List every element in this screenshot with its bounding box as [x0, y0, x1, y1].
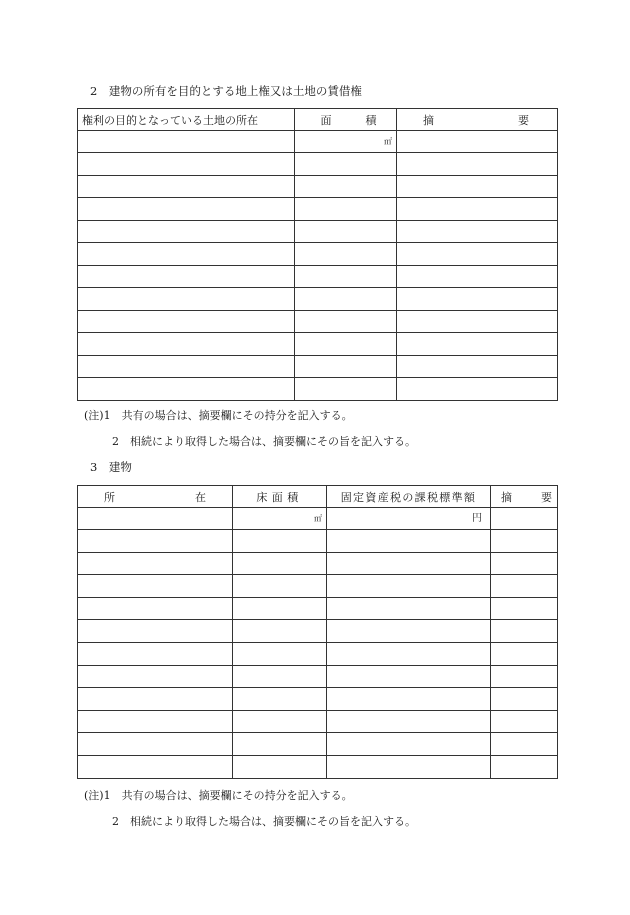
square-meter-unit: ㎡ — [314, 513, 322, 523]
table-row — [78, 620, 558, 643]
building-location-cell[interactable] — [78, 508, 233, 530]
table-row — [78, 733, 558, 756]
table-row — [78, 530, 558, 553]
building-location-cell[interactable] — [78, 620, 233, 643]
header-tax-value: 固定資産税の課税標準額 — [327, 486, 491, 508]
table-row — [78, 755, 558, 778]
section-3-heading: 3 建物 — [90, 460, 132, 474]
land-location-cell[interactable] — [78, 378, 295, 401]
remarks-cell[interactable] — [491, 733, 558, 756]
table-row — [78, 710, 558, 733]
table-row — [78, 198, 558, 221]
remarks-cell[interactable] — [397, 243, 558, 266]
floor-area-cell[interactable] — [233, 508, 327, 530]
header-building-location: 所 在 — [78, 486, 233, 508]
remarks-cell[interactable] — [397, 131, 558, 153]
remarks-cell[interactable] — [491, 620, 558, 643]
floor-area-cell[interactable] — [233, 530, 327, 553]
tax-value-cell[interactable] — [327, 755, 491, 778]
building-location-cell[interactable] — [78, 597, 233, 620]
tax-value-cell[interactable] — [327, 620, 491, 643]
table-row — [78, 552, 558, 575]
area-cell[interactable] — [295, 355, 397, 378]
remarks-cell[interactable] — [397, 355, 558, 378]
building-location-cell[interactable] — [78, 665, 233, 688]
header-land-location: 権利の目的となっている土地の所在 — [78, 109, 295, 131]
remarks-cell[interactable] — [397, 198, 558, 221]
area-cell[interactable] — [295, 220, 397, 243]
land-location-cell[interactable] — [78, 265, 295, 288]
table-header-row — [78, 486, 558, 508]
remarks-cell[interactable] — [491, 665, 558, 688]
table-row — [78, 355, 558, 378]
floor-area-cell[interactable] — [233, 665, 327, 688]
remarks-cell[interactable] — [491, 552, 558, 575]
table-row — [78, 243, 558, 266]
tax-value-cell[interactable] — [327, 597, 491, 620]
section-2-note-2: 2 相続により取得した場合は、摘要欄にその旨を記入する。 — [112, 435, 416, 448]
land-location-cell[interactable] — [78, 243, 295, 266]
building-location-cell[interactable] — [78, 575, 233, 598]
area-cell[interactable] — [295, 288, 397, 311]
section-3-note-2: 2 相続により取得した場合は、摘要欄にその旨を記入する。 — [112, 815, 416, 828]
table-row — [78, 220, 558, 243]
table-row — [78, 175, 558, 198]
section-2-heading: 2 建物の所有を目的とする地上権又は土地の賃借権 — [90, 84, 362, 98]
tax-value-cell[interactable] — [327, 508, 491, 530]
land-location-cell[interactable] — [78, 333, 295, 356]
building-location-cell[interactable] — [78, 733, 233, 756]
remarks-cell[interactable] — [491, 597, 558, 620]
tax-value-cell[interactable] — [327, 688, 491, 711]
area-cell[interactable] — [295, 310, 397, 333]
table-row — [78, 378, 558, 401]
table-row — [78, 688, 558, 711]
building-location-cell[interactable] — [78, 755, 233, 778]
floor-area-cell[interactable] — [233, 733, 327, 756]
remarks-cell[interactable] — [397, 265, 558, 288]
floor-area-cell[interactable] — [233, 575, 327, 598]
table-row — [78, 597, 558, 620]
area-cell[interactable] — [295, 175, 397, 198]
table-row — [78, 131, 558, 153]
header-remarks: 摘 要 — [491, 486, 558, 508]
table-row — [78, 288, 558, 311]
floor-area-cell[interactable] — [233, 642, 327, 665]
building-location-cell[interactable] — [78, 688, 233, 711]
land-rights-table — [77, 108, 558, 401]
section-3-note-1: (注)1 共有の場合は、摘要欄にその持分を記入する。 — [84, 789, 353, 802]
tax-value-cell[interactable] — [327, 642, 491, 665]
area-cell[interactable] — [295, 378, 397, 401]
square-meter-unit: ㎡ — [384, 136, 392, 146]
tax-value-cell[interactable] — [327, 552, 491, 575]
land-location-cell[interactable] — [78, 355, 295, 378]
remarks-cell[interactable] — [397, 288, 558, 311]
area-cell[interactable] — [295, 333, 397, 356]
remarks-cell[interactable] — [491, 688, 558, 711]
area-cell[interactable] — [295, 265, 397, 288]
land-location-cell[interactable] — [78, 131, 295, 153]
remarks-cell[interactable] — [397, 220, 558, 243]
area-cell[interactable] — [295, 198, 397, 221]
building-location-cell[interactable] — [78, 530, 233, 553]
floor-area-cell[interactable] — [233, 620, 327, 643]
area-cell[interactable] — [295, 243, 397, 266]
area-cell[interactable] — [295, 153, 397, 176]
building-location-cell[interactable] — [78, 710, 233, 733]
remarks-cell[interactable] — [491, 530, 558, 553]
floor-area-cell[interactable] — [233, 552, 327, 575]
remarks-cell[interactable] — [397, 310, 558, 333]
land-location-cell[interactable] — [78, 153, 295, 176]
land-location-cell[interactable] — [78, 198, 295, 221]
tax-value-cell[interactable] — [327, 733, 491, 756]
tax-value-cell[interactable] — [327, 665, 491, 688]
header-remarks: 摘 要 — [397, 109, 558, 131]
yen-unit: 円 — [472, 512, 482, 524]
remarks-cell[interactable] — [397, 378, 558, 401]
floor-area-cell[interactable] — [233, 597, 327, 620]
remarks-cell[interactable] — [491, 508, 558, 530]
building-location-cell[interactable] — [78, 552, 233, 575]
tax-value-cell[interactable] — [327, 710, 491, 733]
header-area: 面 積 — [295, 109, 397, 131]
remarks-cell[interactable] — [491, 755, 558, 778]
table-row — [78, 508, 558, 530]
table-row — [78, 642, 558, 665]
remarks-cell[interactable] — [491, 710, 558, 733]
tax-value-cell[interactable] — [327, 575, 491, 598]
buildings-table — [77, 485, 558, 779]
table-row — [78, 575, 558, 598]
header-floor-area: 床面積 — [233, 486, 327, 508]
area-cell[interactable] — [295, 131, 397, 153]
floor-area-cell[interactable] — [233, 755, 327, 778]
tax-value-cell[interactable] — [327, 530, 491, 553]
land-location-cell[interactable] — [78, 310, 295, 333]
remarks-cell[interactable] — [491, 575, 558, 598]
land-location-cell[interactable] — [78, 175, 295, 198]
table-row — [78, 310, 558, 333]
table-row — [78, 153, 558, 176]
section-2-note-1: (注)1 共有の場合は、摘要欄にその持分を記入する。 — [84, 409, 353, 422]
remarks-cell[interactable] — [397, 333, 558, 356]
table-row — [78, 265, 558, 288]
land-location-cell[interactable] — [78, 288, 295, 311]
table-row — [78, 333, 558, 356]
remarks-cell[interactable] — [397, 153, 558, 176]
table-header-row — [78, 109, 558, 131]
building-location-cell[interactable] — [78, 642, 233, 665]
remarks-cell[interactable] — [491, 642, 558, 665]
remarks-cell[interactable] — [397, 175, 558, 198]
land-location-cell[interactable] — [78, 220, 295, 243]
table-row — [78, 665, 558, 688]
floor-area-cell[interactable] — [233, 710, 327, 733]
floor-area-cell[interactable] — [233, 688, 327, 711]
